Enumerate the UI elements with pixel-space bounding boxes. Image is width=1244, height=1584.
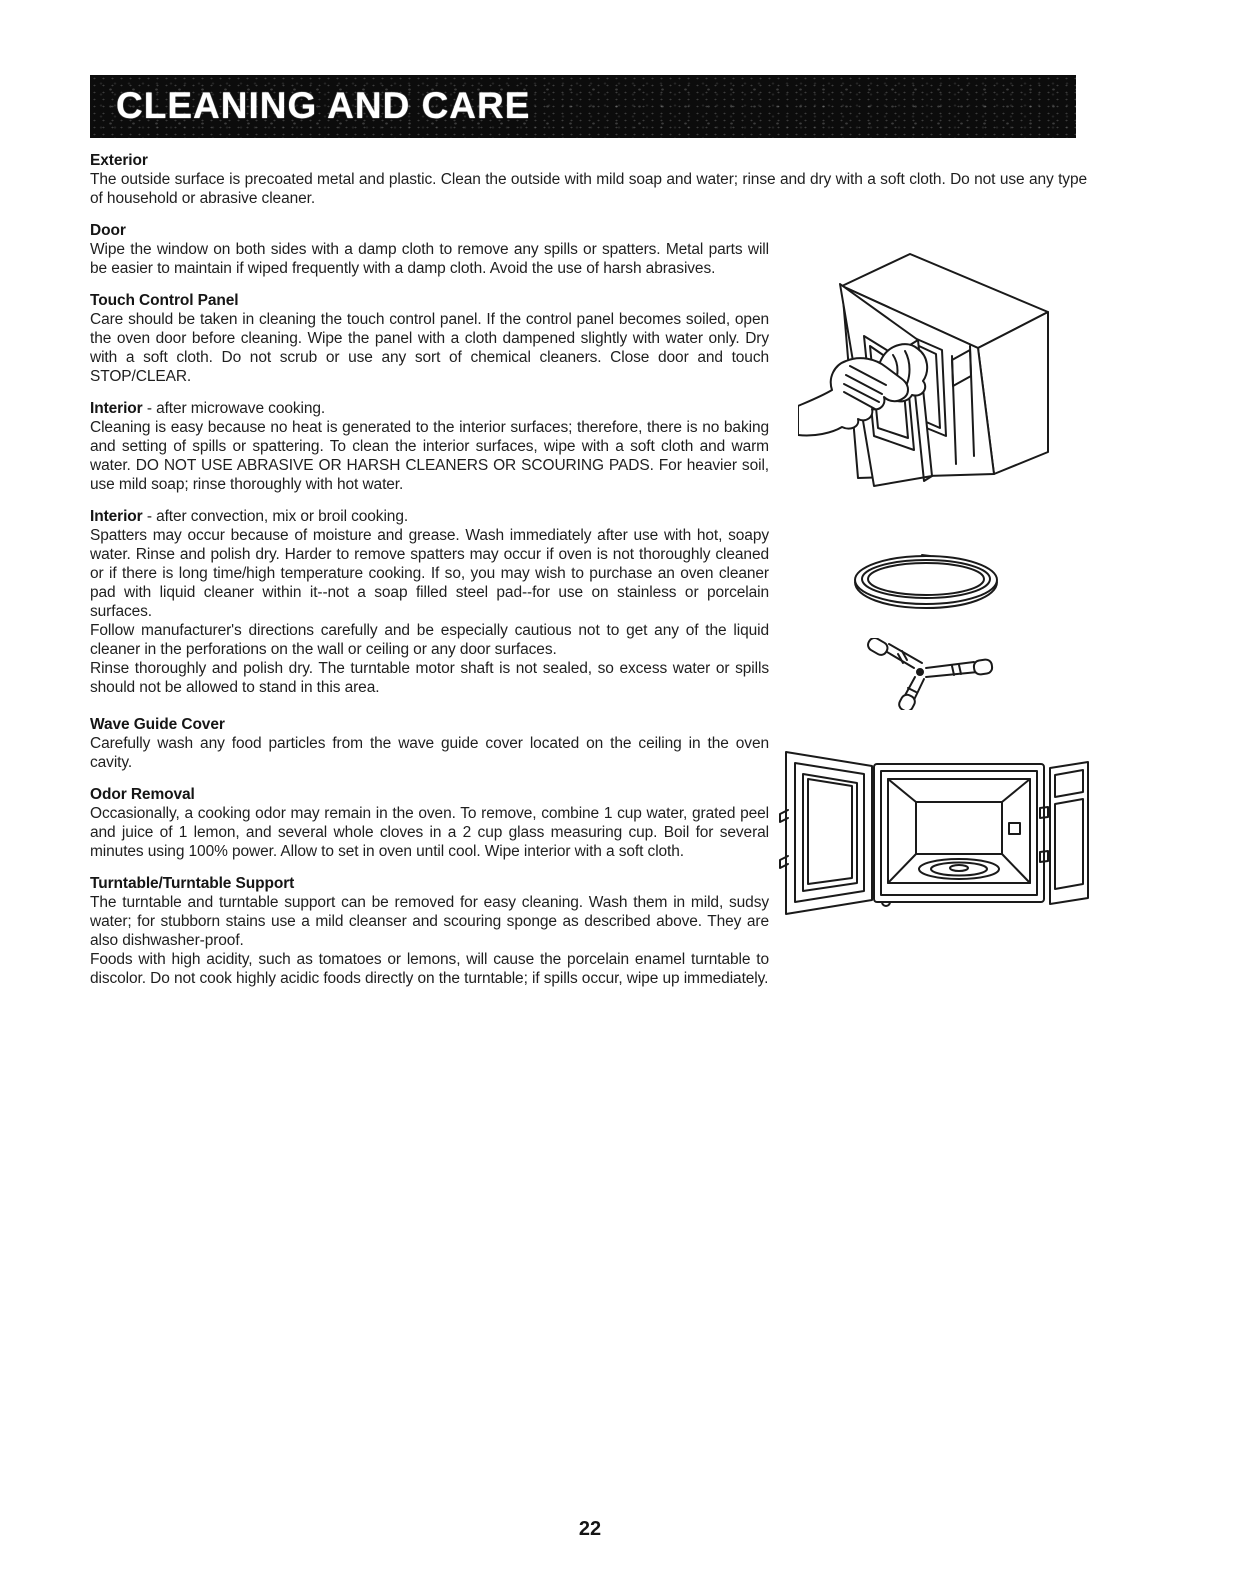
section-heading: Exterior xyxy=(90,152,148,169)
figure-open-microwave xyxy=(778,748,1090,916)
section-interior-convection xyxy=(90,507,769,697)
turntable-support-icon xyxy=(856,638,996,710)
paragraph: Foods with high acidity, such as tomatoes or lemons, will cause the porcelain enamel turntable to discolor. Do not cook highly acidic foods directly on the turntable; if spills occur, wipe up immediately. xyxy=(90,951,769,987)
turntable-tray-icon xyxy=(852,552,1000,622)
section-touch-control-panel xyxy=(90,291,769,386)
section-heading: Odor Removal xyxy=(90,786,195,803)
paragraph: Carefully wash any food particles from the wave guide cover located on the ceiling in the oven cavity. xyxy=(90,735,769,771)
page-title: CLEANING AND CARE xyxy=(116,85,531,126)
open-microwave-icon xyxy=(778,748,1090,916)
paragraph: Cleaning is easy because no heat is generated to the interior surfaces; therefore, there is no baking and setting of spills or spattering. To clean the interior surfaces, wipe with a soft cloth and warm water. DO NOT USE ABRASIVE OR HARSH CLEANERS OR SCOURING PADS. For heavier soil, use mild soap; rinse thoroughly with hot water. xyxy=(90,419,769,493)
paragraph: Care should be taken in cleaning the touch control panel. If the control panel becomes soiled, open the oven door before cleaning. Wipe the panel with a cloth dampened slightly with water only. Dry with a soft cloth. Do not scrub or use any sort of chemical cleaners. Close door and touch STOP/CLEAR. xyxy=(90,311,769,385)
section-turntable-support xyxy=(90,874,769,988)
section-heading: Door xyxy=(90,222,126,239)
figure-turntable-support xyxy=(856,638,996,710)
section-heading: Turntable/Turntable Support xyxy=(90,875,295,892)
header-bar xyxy=(90,75,1076,138)
section-heading: Interior - after convection, mix or broil cooking. xyxy=(90,508,409,525)
figure-microwave-door-cleaning xyxy=(798,238,1090,488)
section-door xyxy=(90,221,769,278)
paragraph: The outside surface is precoated metal and plastic. Clean the outside with mild soap and water; rinse and dry with a soft cloth. Do not use any type of household or abrasive cleaner. xyxy=(90,171,1087,207)
paragraph: Follow manufacturer's directions carefully and be especially cautious not to get any of the liquid cleaner in the perforations on the wall or ceiling or any door surfaces. xyxy=(90,622,769,658)
paragraph: The turntable and turntable support can be removed for easy cleaning. Wash them in mild, sudsy water; for stubborn stains use a mild cleanser and scouring sponge as described above. They are also dishwasher-proof. xyxy=(90,894,769,949)
microwave-door-cleaning-icon xyxy=(798,238,1090,488)
paragraph: Wipe the window on both sides with a damp cloth to remove any spills or spatters. Metal parts will be easier to maintain if wiped frequently with a damp cloth. Avoid the use of harsh abrasives. xyxy=(90,241,769,277)
section-heading: Touch Control Panel xyxy=(90,292,239,309)
section-exterior xyxy=(90,151,1087,208)
section-interior-microwave xyxy=(90,399,769,494)
figure-turntable-tray xyxy=(852,552,1000,622)
paragraph: Spatters may occur because of moisture and grease. Wash immediately after use with hot, soapy water. Rinse and polish dry. Harder to remove spatters may occur if oven is not thoroughly cleaned or if there is long time/high temperature cooking. If so, you may wish to purchase an oven cleaner pad with liquid cleaner within it--not a soap filled steel pad--for use on stainless or porcelain surfaces. xyxy=(90,527,769,620)
section-wave-guide-cover xyxy=(90,715,769,772)
section-odor-removal xyxy=(90,785,769,861)
paragraph: Occasionally, a cooking odor may remain in the oven. To remove, combine 1 cup water, grated peel and juice of 1 lemon, and several whole cloves in a 2 cup glass measuring cup. Boil for several minutes using 100% power. Allow to set in oven until cool. Wipe interior with a soft cloth. xyxy=(90,805,769,860)
section-heading: Interior - after microwave cooking. xyxy=(90,400,326,417)
paragraph: Rinse thoroughly and polish dry. The turntable motor shaft is not sealed, so excess water or spills should not be allowed to stand in this area. xyxy=(90,660,769,696)
section-heading: Wave Guide Cover xyxy=(90,716,225,733)
page-number: 22 xyxy=(578,1518,602,1540)
